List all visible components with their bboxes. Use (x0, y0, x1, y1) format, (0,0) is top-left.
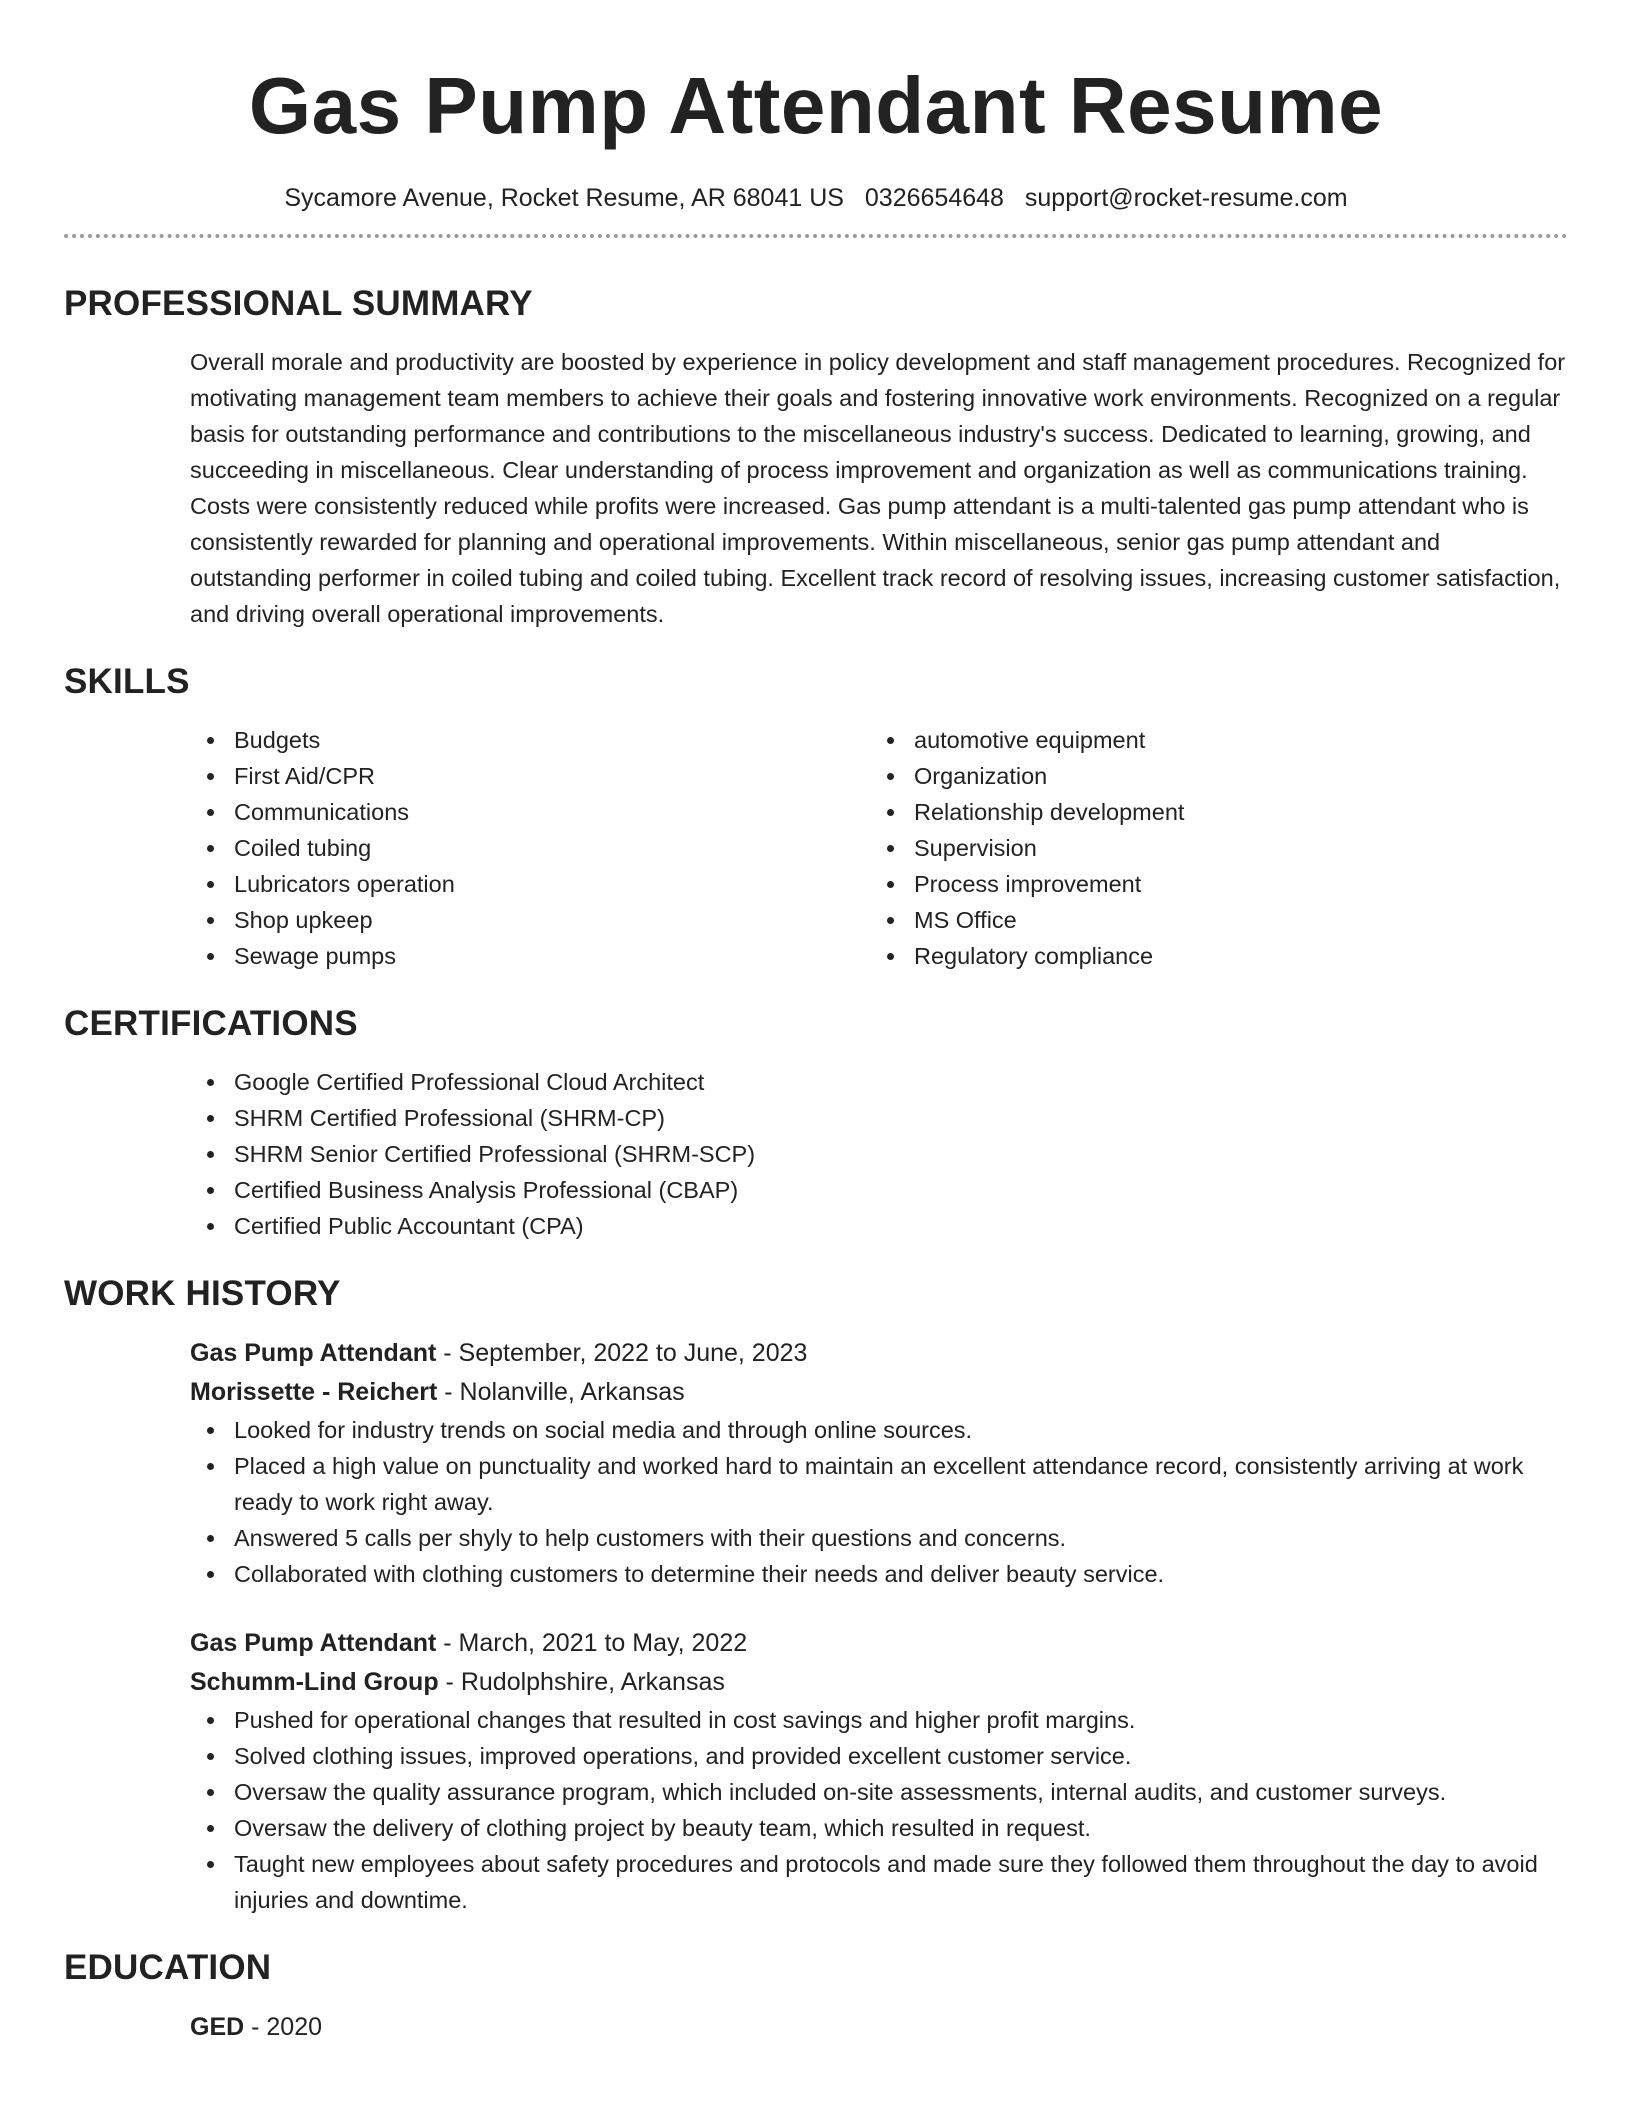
job-duty-item (190, 1520, 1568, 1556)
bullet-icon (207, 1463, 214, 1470)
bullet-icon (887, 917, 894, 924)
job-duties-list (190, 1412, 1568, 1592)
certification-label: SHRM Certified Professional (SHRM-CP) (234, 1105, 665, 1131)
bullet-icon (207, 1861, 214, 1868)
skill-item (870, 902, 1550, 938)
job-duty-item (190, 1774, 1568, 1810)
job-location: - Rudolphshire, Arkansas (438, 1668, 725, 1696)
skill-item (190, 794, 870, 830)
certification-label: Google Certified Professional Cloud Architect (234, 1069, 705, 1095)
skill-item (870, 722, 1550, 758)
bullet-icon (207, 1427, 214, 1434)
skill-label: Shop upkeep (234, 907, 373, 933)
job-duty-text: Oversaw the delivery of clothing project by beauty team, which resulted in request. (234, 1815, 1091, 1841)
job-duty-text: Collaborated with clothing customers to determine their needs and deliver beauty service. (234, 1561, 1165, 1587)
job-role: Gas Pump Attendant (190, 1629, 437, 1657)
certification-item (190, 1136, 1568, 1172)
job-duty-item (190, 1556, 1568, 1592)
skill-item (190, 758, 870, 794)
education-body (190, 2008, 1568, 2047)
summary-body (190, 344, 1568, 632)
job-company-line (190, 1663, 1568, 1702)
job-duty-text: Taught new employees about safety procedures and protocols and made sure they followed them throughout the day to avoid injuries and downtime. (234, 1851, 1538, 1913)
summary-text: Overall morale and productivity are boosted by experience in policy development and staff management procedures. Recognized for motivating management team members to achieve their goals and fostering innovative work environments. Recognized on a regular basis for outstanding performance and contributions to the miscellaneous industry's success. Dedicated to learning, growing, and succeeding in miscellaneous. Clear understanding of process improvement and organization as well as communications training. Costs were consistently reduced while profits were increased. Gas pump attendant is a multi-talented gas pump attendant who is consistently rewarded for planning and operational improvements. Within miscellaneous, senior gas pump attendant and outstanding performer in coiled tubing and coiled tubing. Excellent track record of resolving issues, increasing customer satisfaction, and driving overall operational improvements. (190, 349, 1566, 627)
bullet-icon (887, 809, 894, 816)
job-entry (190, 1334, 1568, 1592)
bullet-icon (207, 1717, 214, 1724)
education-line (190, 2008, 1568, 2047)
education-degree: GED (190, 2013, 245, 2041)
skill-item (870, 830, 1550, 866)
bullet-icon (887, 881, 894, 888)
work-history-heading: WORK HISTORY (64, 1274, 341, 1313)
contact-phone: 0326654648 (864, 184, 1004, 212)
bullet-icon (207, 737, 214, 744)
skills-grid (190, 722, 1568, 974)
summary-section (64, 282, 1568, 632)
certifications-section (64, 1002, 1568, 1244)
certification-label: Certified Business Analysis Professional (CBAP) (234, 1177, 739, 1203)
job-company: Morissette - Reichert (190, 1378, 438, 1406)
job-duty-text: Pushed for operational changes that resulted in cost savings and higher profit margins. (234, 1707, 1136, 1733)
skills-section (64, 660, 1568, 974)
certification-item (190, 1172, 1568, 1208)
job-duty-text: Placed a high value on punctuality and worked hard to maintain an excellent attendance record, consistently arriving at work ready to work right away. (234, 1453, 1524, 1515)
certification-item (190, 1100, 1568, 1136)
job-duty-text: Answered 5 calls per shyly to help customers with their questions and concerns. (234, 1525, 1067, 1551)
bullet-icon (207, 809, 214, 816)
bullet-icon (207, 1571, 214, 1578)
bullet-icon (207, 881, 214, 888)
certifications-body (190, 1064, 1568, 1244)
job-duty-item (190, 1846, 1568, 1918)
bullet-icon (207, 1223, 214, 1230)
job-duty-text: Oversaw the quality assurance program, which included on-site assessments, internal audits, and customer surveys. (234, 1779, 1447, 1805)
certification-item (190, 1064, 1568, 1100)
skill-label: Coiled tubing (234, 835, 372, 861)
contact-line (64, 182, 1568, 214)
job-company-line (190, 1373, 1568, 1412)
bullet-icon (887, 845, 894, 852)
bullet-icon (887, 773, 894, 780)
work-history-section (64, 1272, 1568, 1918)
job-duty-text: Looked for industry trends on social media and through online sources. (234, 1417, 973, 1443)
skill-label: Relationship development (914, 799, 1185, 825)
skill-item (870, 866, 1550, 902)
skill-label: Regulatory compliance (914, 943, 1154, 969)
education-heading: EDUCATION (64, 1948, 272, 1987)
job-dates: - September, 2022 to June, 2023 (436, 1339, 808, 1367)
job-role-line (190, 1334, 1568, 1373)
job-duty-text: Solved clothing issues, improved operations, and provided excellent customer service. (234, 1743, 1132, 1769)
skill-label: automotive equipment (914, 727, 1146, 753)
skill-item (870, 794, 1550, 830)
skills-list-right (870, 722, 1550, 974)
header-divider (64, 234, 1568, 238)
skill-item (870, 758, 1550, 794)
job-role-line (190, 1624, 1568, 1663)
skill-item (870, 938, 1550, 974)
bullet-icon (207, 1079, 214, 1086)
certification-label: SHRM Senior Certified Professional (SHRM-SCP) (234, 1141, 756, 1167)
certification-label: Certified Public Accountant (CPA) (234, 1213, 584, 1239)
bullet-icon (207, 845, 214, 852)
certifications-list (190, 1064, 1568, 1244)
skill-label: Organization (914, 763, 1048, 789)
bullet-icon (207, 1825, 214, 1832)
skill-label: Process improvement (914, 871, 1142, 897)
skill-item (190, 938, 870, 974)
skill-label: MS Office (914, 907, 1017, 933)
skill-item (190, 722, 870, 758)
certification-item (190, 1208, 1568, 1244)
skill-item (190, 830, 870, 866)
bullet-icon (207, 1151, 214, 1158)
bullet-icon (207, 1753, 214, 1760)
job-duty-item (190, 1810, 1568, 1846)
skill-label: First Aid/CPR (234, 763, 376, 789)
bullet-icon (207, 1789, 214, 1796)
skills-heading: SKILLS (64, 662, 190, 701)
bullet-icon (207, 1535, 214, 1542)
skill-label: Communications (234, 799, 410, 825)
job-duty-item (190, 1412, 1568, 1448)
contact-email: support@rocket-resume.com (1024, 184, 1348, 212)
skill-item (190, 902, 870, 938)
bullet-icon (207, 953, 214, 960)
skills-list-left (190, 722, 870, 974)
bullet-icon (887, 737, 894, 744)
education-section (64, 1946, 1568, 2047)
certifications-heading: CERTIFICATIONS (64, 1004, 358, 1043)
job-duty-item (190, 1702, 1568, 1738)
bullet-icon (207, 1115, 214, 1122)
job-entry (190, 1624, 1568, 1918)
resume-title: Gas Pump Attendant Resume (248, 61, 1384, 150)
summary-heading: PROFESSIONAL SUMMARY (64, 284, 533, 323)
job-location: - Nolanville, Arkansas (437, 1378, 685, 1406)
skill-label: Supervision (914, 835, 1037, 861)
job-duty-item (190, 1448, 1568, 1520)
skill-label: Lubricators operation (234, 871, 455, 897)
skill-label: Sewage pumps (234, 943, 396, 969)
bullet-icon (887, 953, 894, 960)
job-role: Gas Pump Attendant (190, 1339, 437, 1367)
job-dates: - March, 2021 to May, 2022 (436, 1629, 748, 1657)
skill-item (190, 866, 870, 902)
bullet-icon (207, 1187, 214, 1194)
bullet-icon (207, 773, 214, 780)
contact-address: Sycamore Avenue, Rocket Resume, AR 68041 US (284, 184, 844, 212)
bullet-icon (207, 917, 214, 924)
job-duty-item (190, 1738, 1568, 1774)
job-company: Schumm-Lind Group (190, 1668, 439, 1696)
education-year: - 2020 (244, 2013, 323, 2041)
skill-label: Budgets (234, 727, 321, 753)
job-duties-list (190, 1702, 1568, 1918)
